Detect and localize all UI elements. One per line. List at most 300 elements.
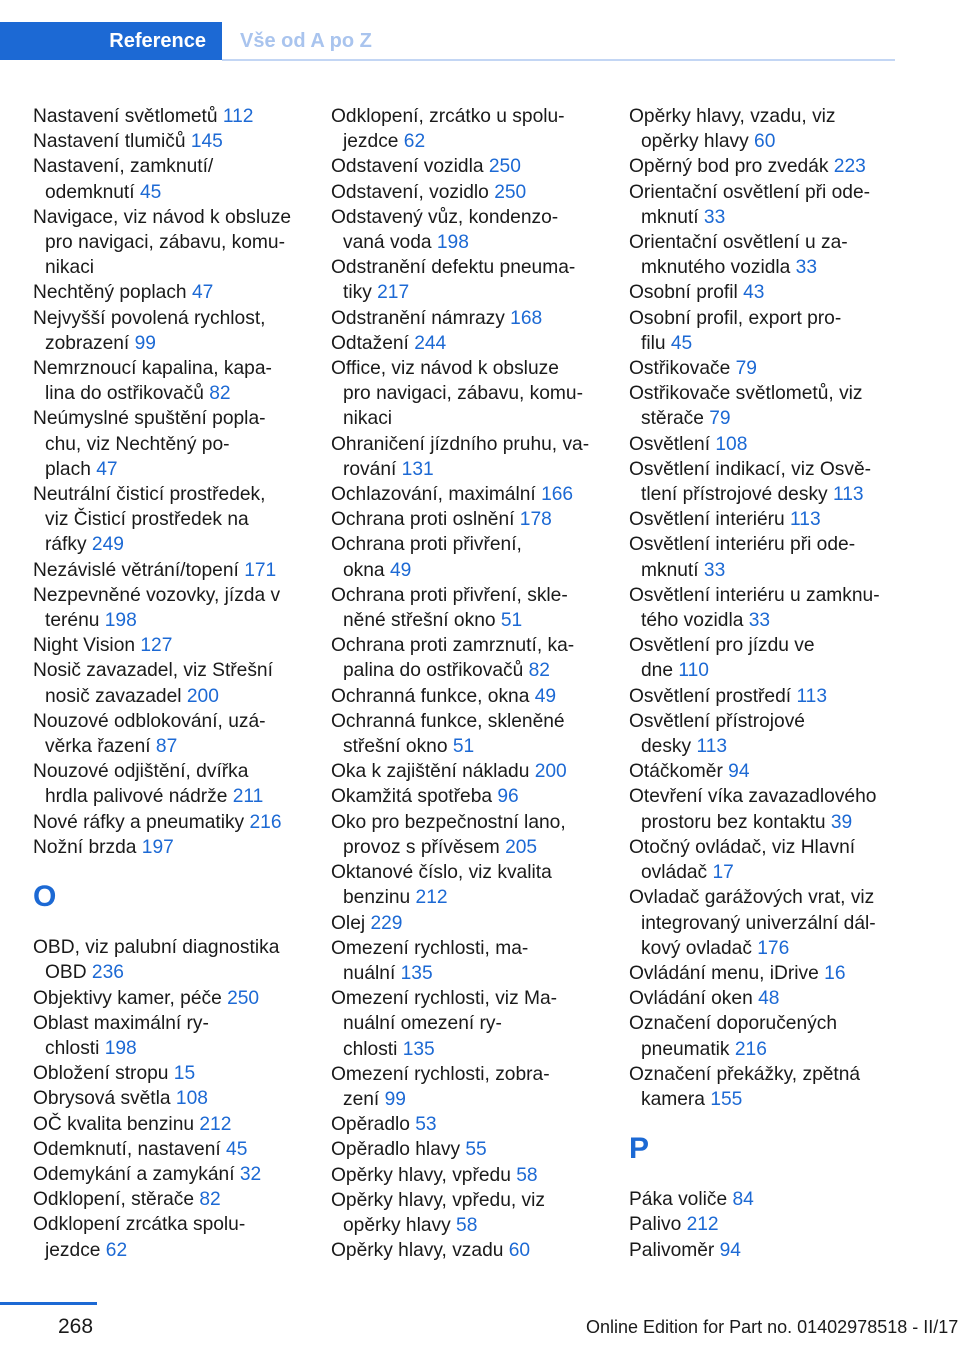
page-reference-link[interactable]: 62 [403,131,426,153]
index-entry [629,684,901,709]
index-entry-text: Palivo [629,1214,687,1236]
index-entry-text: něné střešní okno [343,610,501,632]
page-reference-link[interactable]: 62 [105,1239,128,1261]
index-entry [33,1011,305,1061]
index-entry [331,684,603,709]
index-entry-text: Nastavení tlumičů [33,131,191,153]
index-entry-text: tého vozidla [641,610,749,632]
index-entry-text: Ostřikovače světlometů, viz [629,383,863,405]
page-reference-link[interactable]: 53 [415,1114,437,1136]
page-reference-link[interactable]: 55 [465,1139,487,1161]
index-entry [629,1187,901,1212]
index-entry [33,658,305,708]
tab-a-to-z[interactable]: Vše od A po Z [240,30,372,52]
index-entry-text: dne [641,660,679,682]
index-entry [33,935,305,985]
page-reference-link[interactable]: 250 [488,156,521,178]
index-entry [331,1238,603,1263]
index-entry-text: Ochrana proti zamrznutí, ka‐ [331,635,575,657]
tab-reference[interactable]: Reference [0,22,222,60]
index-entry-text: odemknutí [45,181,140,203]
page-reference-link[interactable]: 145 [190,131,223,153]
page-reference-link[interactable]: 197 [141,836,174,858]
index-entry [331,180,603,205]
section-letter: P [629,1132,650,1166]
index-entry-text: Ochranná funkce, skleněné [331,710,565,732]
index-entry [629,280,901,305]
index-entry-text: Objektivy kamer, péče [33,987,228,1009]
page-reference-link[interactable]: 113 [796,685,828,707]
index-entry-text: Neúmyslné spuštění popla‐ [33,408,266,430]
page-reference-link[interactable]: 47 [96,458,118,480]
index-entry [33,633,305,658]
index-entry-text: Ostřikovače [629,358,736,380]
index-entry-text: Ovládání oken [629,988,759,1010]
page-reference-link[interactable]: 168 [510,307,543,329]
index-entry [331,154,603,179]
index-entry [629,1062,901,1112]
index-entry-text: viz Čisticí prostředek na [45,509,249,531]
section-letter: O [33,880,57,914]
index-entry-text: integrovaný univerzální dál‐ [641,912,876,934]
page-reference-link[interactable]: 176 [757,937,790,959]
index-entry-text: chlosti [45,1037,105,1059]
index-entry-text: Nejvyšší povolená rychlost, [33,307,266,329]
edition-label: Online Edition for Part no. 01402978518 - II/17 [586,1317,959,1337]
index-entry-text: Opěradlo [331,1114,416,1136]
index-entry-text: Odstavený vůz, kondenzo‐ [331,206,559,228]
index-entry-text: Otevření víka zavazadlového [629,786,877,808]
index-entry [331,356,603,432]
index-entry [629,104,901,154]
page-reference-link[interactable]: 51 [500,610,523,632]
index-entry-text: Office, viz návod k obsluze [331,358,559,380]
index-entry-text: Odstranění defektu pneuma‐ [331,257,576,279]
page-reference-link[interactable]: 135 [400,962,433,984]
index-entry [33,104,305,129]
index-entry-text: Osvětlení pro jízdu ve [629,635,815,657]
index-entry-text: hrdla palivové nádrže [45,786,233,808]
index-entry [331,810,603,860]
index-entry [331,986,603,1062]
index-entry [33,406,305,482]
page-reference-link[interactable]: 45 [670,332,693,354]
header-tabs [0,22,895,62]
index-entry [629,532,901,582]
index-entry-text: Osvětlení indikací, viz Osvě‐ [629,458,872,480]
index-entry [331,331,603,356]
page-reference-link[interactable]: 79 [709,408,731,430]
page-reference-link[interactable]: 87 [155,736,178,758]
index-entry-text: Osvětlení přístrojové [629,710,805,732]
index-entry [33,709,305,759]
page-reference-link[interactable]: 155 [710,1088,743,1110]
index-entry [331,911,603,936]
index-entry-text: Opěrky hlavy, vzadu, viz [629,106,836,127]
index-entry-text: pneumatik [641,1038,735,1060]
index-entry [629,154,901,179]
index-entry [629,583,901,633]
page-reference-link[interactable]: 43 [743,282,765,304]
index-entry-text: OČ kvalita benzinu [33,1113,200,1135]
page-reference-link[interactable]: 47 [191,282,214,304]
page-reference-link[interactable]: 166 [541,484,574,506]
index-entry [33,583,305,633]
index-entry-text: Osvětlení interiéru [629,509,791,531]
index-entry-text: Palivoměr [629,1239,720,1261]
index-entry-text: Orientační osvětlení při ode‐ [629,181,871,203]
index-entry-text: Osvětlení [629,433,716,455]
index-column-2 [331,104,603,1263]
page-reference-link[interactable]: 82 [199,1189,221,1211]
index-entry-text: Oblast maximální ry‐ [33,1012,209,1034]
index-entry-text: tlení přístrojové desky [641,484,833,506]
page-reference-link[interactable]: 51 [452,736,475,758]
index-entry-text: prostoru bez kontaktu [641,811,831,833]
page-reference-link[interactable]: 113 [790,509,821,531]
index-entry [33,986,305,1011]
index-entry-text: střešní okno [343,736,453,758]
index-entry-text: Osobní profil [629,282,744,304]
index-entry [629,885,901,961]
index-entry [629,180,901,230]
index-entry [629,961,901,986]
index-entry-text: zení [343,1088,385,1110]
index-entry-text: OBD, viz palubní diagnostika [33,937,280,959]
page-reference-link[interactable]: 94 [719,1239,741,1261]
page-reference-link[interactable]: 45 [226,1138,248,1160]
index-entry [33,1112,305,1137]
page-reference-link[interactable]: 250 [227,987,260,1009]
index-entry [331,759,603,784]
index-entry [331,784,603,809]
page-reference-link[interactable]: 244 [414,332,447,354]
index-entry-text: Odtažení [331,332,415,354]
index-entry-text: Ochranná funkce, okna [331,685,535,707]
index-entry [33,1162,305,1187]
index-entry [629,381,901,431]
index-entry-text: filu [641,332,671,354]
index-entry [33,1086,305,1111]
page-reference-link[interactable]: 17 [712,862,734,884]
index-entry [33,356,305,406]
index-entry-text: Otáčkoměr [629,761,729,783]
index-entry-text: nikaci [343,408,393,430]
index-entry-text: chlosti [343,1038,403,1060]
page-reference-link[interactable]: 223 [833,156,866,178]
index-entry-text: Oko pro bezpečnostní lano, [331,811,566,833]
index-entry-text: Nechtěný poplach [33,282,192,304]
index-entry [629,835,901,885]
page-reference-link[interactable]: 32 [239,1163,262,1185]
index-entry-text: Označení překážky, zpětná [629,1063,861,1085]
index-entry [331,507,603,532]
index-entry-text: Odstavení vozidla [331,156,489,178]
index-entry-text: chu, viz Nechtěný po‐ [45,433,230,455]
page-reference-link[interactable]: 236 [91,962,124,984]
index-entry-text: nikaci [45,257,95,279]
page-reference-link[interactable]: 99 [134,332,156,354]
index-entry-text: Opěrný bod pro zvedák [629,156,834,178]
page-reference-link[interactable]: 200 [186,685,219,707]
index-entry-text: Obložení stropu [33,1063,174,1085]
index-entry-text: desky [641,736,697,758]
index-entry-text: jezdce [343,131,404,153]
index-entry-text: Označení doporučených [629,1013,837,1035]
index-entry-text: Ochlazování, maximální [331,484,542,506]
index-entry-text: ovládač [641,862,713,884]
index-entry-text: OBD [45,962,92,984]
index-entry-text: Omezení rychlosti, ma‐ [331,937,529,959]
index-entry-text: Opěradlo hlavy [331,1139,466,1161]
index-entry [33,482,305,558]
page-reference-link[interactable]: 131 [401,458,434,480]
page-reference-link[interactable]: 58 [456,1214,478,1236]
page-reference-link[interactable]: 112 [222,106,254,127]
page-reference-link[interactable]: 58 [516,1164,538,1186]
index-entry-text: provoz s přívěsem [343,836,506,858]
page-reference-link[interactable]: 94 [728,761,750,783]
page-reference-link[interactable]: 82 [528,660,550,682]
index-entry-text: Odklopení zrcátka spolu‐ [33,1214,246,1236]
page-reference-link[interactable]: 171 [244,559,277,581]
index-entry-text: Night Vision [33,635,141,657]
index-entry [331,583,603,633]
index-entry-text: Nastavení, zamknutí/ [33,156,214,178]
index-entry-text: palina do ostřikovačů [343,660,529,682]
index-entry [629,633,901,683]
index-entry-text: Osvětlení interiéru u zamknu‐ [629,584,880,606]
page-reference-link[interactable]: 79 [735,358,757,380]
index-entry [33,1212,305,1262]
page-reference-link[interactable]: 96 [497,786,519,808]
index-entry-text: Olej [331,912,371,934]
index-entry [331,1112,603,1137]
page-reference-link[interactable]: 33 [703,559,726,581]
index-entry [629,507,901,532]
index-entry [331,482,603,507]
index-entry [331,205,603,255]
page-reference-link[interactable]: 198 [104,610,137,632]
index-entry [331,936,603,986]
page-reference-link[interactable]: 249 [91,534,124,556]
page-reference-link[interactable]: 108 [715,433,748,455]
index-entry-text: Osvětlení prostředí [629,685,797,707]
index-entry [33,129,305,154]
page-reference-link[interactable]: 212 [199,1113,232,1135]
index-entry-text: vaná voda [343,232,437,254]
index-entry-text: Obrysová světla [33,1088,176,1110]
page-reference-link[interactable]: 33 [703,206,726,228]
index-entry [629,432,901,457]
page-reference-link[interactable]: 205 [505,836,538,858]
index-entry-text: Nastavení světlometů [33,106,223,127]
index-entry-text: opěrky hlavy [343,1214,457,1236]
index-entry-text: Odemykání a zamykání [33,1163,240,1185]
index-entry-text: Ohraničení jízdního pruhu, va‐ [331,433,590,455]
index-entry [331,255,603,305]
index-entry-text: Nouzové odjištění, dvířka [33,761,249,783]
index-entry-text: Neutrální čisticí prostředek, [33,484,266,506]
index-entry [33,810,305,835]
index-entry-text: Nožní brzda [33,836,142,858]
page-reference-link[interactable]: 212 [686,1214,719,1236]
index-entry [331,709,603,759]
index-entry-text: Nové ráfky a pneumatiky [33,811,250,833]
page-reference-link[interactable]: 39 [830,811,853,833]
index-entry-text: Opěrky hlavy, vpředu, viz [331,1189,545,1211]
index-entry-text: pro navigaci, zábavu, komu‐ [343,383,583,405]
index-entry [33,280,305,305]
index-entry-text: nosič zavazadel [45,685,187,707]
page-reference-link[interactable]: 110 [678,660,709,682]
index-entry [629,306,901,356]
index-entry [331,1137,603,1162]
page-reference-link[interactable]: 82 [209,383,231,405]
index-entry-text: Nouzové odblokování, uzá‐ [33,710,266,732]
index-entry-text: zobrazení [45,332,135,354]
footer-accent-line [0,1302,97,1305]
page-reference-link[interactable]: 33 [748,610,771,632]
index-entry-text: Nosič zavazadel, viz Střešní [33,660,273,682]
index-entry [629,986,901,1011]
index-entry-text: Odstavení, vozidlo [331,181,495,203]
index-entry-text: Navigace, viz návod k obsluze [33,206,292,228]
index-column-3 [629,104,901,1263]
index-entry [331,1062,603,1112]
index-entry-text: Okamžitá spotřeba [331,786,498,808]
index-entry-text: Ochrana proti přivření, [331,534,522,556]
page-reference-link[interactable]: 113 [832,484,864,506]
page-reference-link[interactable]: 216 [249,811,282,833]
index-entry-text: benzinu [343,887,416,909]
page-reference-link[interactable]: 211 [232,786,264,808]
page-reference-link[interactable]: 178 [519,509,552,531]
index-entry-text: Odklopení, stěrače [33,1189,200,1211]
index-entry [33,1137,305,1162]
index-entry [629,759,901,784]
header-divider [222,59,895,61]
index-entry-text: Ovládání menu, iDrive [629,962,825,984]
index-entry-text: mknutí [641,206,704,228]
index-entry [331,104,603,154]
index-entry-text: Omezení rychlosti, viz Ma‐ [331,988,558,1010]
index-entry [629,784,901,834]
page-number: 268 [58,1315,94,1338]
index-entry-text: kový ovladač [641,937,758,959]
index-entry [33,1187,305,1212]
index-entry-text: věrka řazení [45,736,156,758]
page-reference-link[interactable]: 49 [389,559,412,581]
index-entry [629,1011,901,1061]
page-reference-link[interactable]: 198 [104,1037,137,1059]
page-reference-link[interactable]: 217 [377,282,410,304]
index-entry-text: stěrače [641,408,710,430]
index-entry [629,356,901,381]
index-entry [33,835,305,860]
page-reference-link[interactable]: 60 [508,1240,531,1262]
page-reference-link[interactable]: 200 [534,761,567,783]
page-reference-link[interactable]: 212 [415,887,448,909]
index-entry-text: Ochrana proti přivření, skle‐ [331,584,568,606]
index-entry-text: mknutí [641,559,704,581]
index-entry-text: mknutého vozidla [641,257,796,279]
index-entry [33,154,305,204]
index-entry-text: tiky [343,282,378,304]
page-reference-link[interactable]: 216 [734,1038,767,1060]
page-reference-link[interactable]: 84 [732,1189,754,1211]
index-entry-text: Opěrky hlavy, vpředu [331,1164,517,1186]
page-reference-link[interactable]: 198 [436,232,469,254]
index-entry-text: Osobní profil, export pro‐ [629,307,842,329]
page-reference-link[interactable]: 99 [384,1088,406,1110]
page-reference-link[interactable]: 60 [754,131,776,153]
index-entry-text: pro navigaci, zábavu, komu‐ [45,232,285,254]
index-entry [33,205,305,281]
index-entry-text: Nezpevněné vozovky, jízda v [33,584,281,606]
index-entry-text: lina do ostřikovačů [45,383,210,405]
page-reference-link[interactable]: 49 [534,685,557,707]
index-entry [33,1061,305,1086]
index-entry-text: Odstranění námrazy [331,307,511,329]
index-entry [629,230,901,280]
index-entry [331,860,603,910]
index-entry-text: Oktanové číslo, viz kvalita [331,862,552,884]
index-entry [331,633,603,683]
index-entry [629,1212,901,1237]
index-entry-text: Odklopení, zrcátko u spolu‐ [331,106,565,127]
index-entry [33,558,305,583]
index-entry-text: plach [45,458,97,480]
index-entry [629,709,901,759]
index-entry-text: ráfky [45,534,92,556]
index-entry-text: Orientační osvětlení u za‐ [629,232,848,254]
index-entry-text: Nezávislé větrání/topení [33,559,245,581]
index-entry [33,759,305,809]
index-entry-text: terénu [45,610,105,632]
index-entry [331,1188,603,1238]
index-entry-text: Opěrky hlavy, vzadu [331,1240,509,1262]
index-entry-text: kamera [641,1088,711,1110]
index-column-1 [33,104,305,1263]
index-entry [331,532,603,582]
page-reference-link[interactable]: 250 [494,181,527,203]
index-entry [33,306,305,356]
page-reference-link[interactable]: 127 [140,635,173,657]
page-reference-link[interactable]: 33 [795,257,817,279]
index-entry [331,432,603,482]
index-entry-text: rování [343,458,402,480]
page-reference-link[interactable]: 15 [173,1063,196,1085]
index-entry-text: Ovladač garážových vrat, viz [629,887,875,909]
page-reference-link[interactable]: 45 [139,181,162,203]
index-entry [629,1238,901,1263]
page-reference-link[interactable]: 16 [824,962,846,984]
index-entry-text: nuální [343,962,401,984]
index-entry-text: Páka voliče [629,1189,733,1211]
index-entry-text: Odemknutí, nastavení [33,1138,227,1160]
page-reference-link[interactable]: 135 [402,1038,435,1060]
index-entry-text: Osvětlení interiéru při ode‐ [629,534,856,556]
index-entry-text: opěrky hlavy [641,131,755,153]
page-reference-link[interactable]: 229 [370,912,403,934]
page-reference-link[interactable]: 108 [175,1088,208,1110]
index-entry-text: jezdce [45,1239,106,1261]
page-reference-link[interactable]: 113 [696,736,728,758]
index-entry [331,1163,603,1188]
page-reference-link[interactable]: 48 [758,988,780,1010]
index-entry [331,306,603,331]
